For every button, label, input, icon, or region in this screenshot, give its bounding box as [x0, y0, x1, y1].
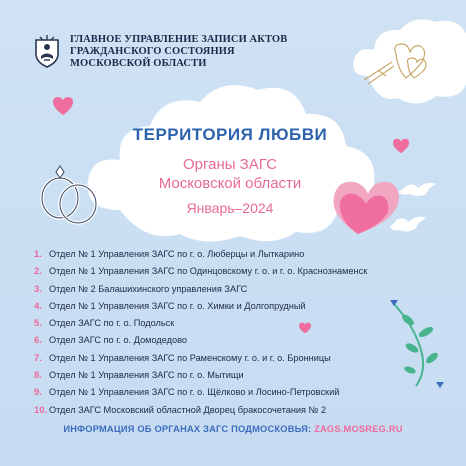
doves-icon	[388, 176, 440, 246]
list-number: 10.	[34, 404, 48, 416]
list-text: Отдел ЗАГС по г. о. Подольск	[49, 318, 175, 329]
office-list	[34, 249, 367, 422]
list-number: 6.	[34, 335, 42, 347]
header-line-3: МОСКОВСКОЙ ОБЛАСТИ	[70, 58, 207, 69]
header-line-1: ГЛАВНОЕ УПРАВЛЕНИЕ ЗАПИСИ АКТОВ	[70, 34, 288, 45]
list-number: 3.	[34, 283, 42, 295]
list-item	[34, 318, 367, 335]
branch-icon	[386, 298, 450, 390]
coat-of-arms-icon	[32, 34, 62, 68]
list-text: Отдел № 1 Управления ЗАГС по Раменскому г. о. и г. о. Бронницы	[49, 352, 331, 363]
subtitle-line-2: Московской области	[158, 175, 302, 192]
list-number: 4.	[34, 300, 42, 312]
wedding-rings-icon	[34, 158, 106, 226]
subtitle-line-1: Органы ЗАГС	[182, 156, 278, 173]
list-text: Отдел № 1 Управления ЗАГС по Одинцовскому г. о. и г. о. Краснознаменск	[49, 266, 368, 277]
list-number: 9.	[34, 387, 42, 399]
list-item	[34, 370, 367, 387]
page-title: ТЕРРИТОРИЯ ЛЮБВИ	[132, 125, 328, 144]
list-number: 2.	[34, 266, 42, 278]
list-item	[34, 405, 367, 422]
footer-label: ИНФОРМАЦИЯ ОБ ОРГАНАХ ЗАГС ПОДМОСКОВЬЯ:	[63, 424, 312, 434]
list-number: 8.	[34, 370, 42, 382]
header	[32, 34, 287, 70]
list-item	[34, 266, 367, 283]
list-number: 5.	[34, 318, 42, 330]
list-text: Отдел № 1 Управления ЗАГС по г. о. Щёлково и Лосино-Петровский	[49, 387, 340, 398]
list-number: 1.	[34, 249, 42, 260]
list-text: Отдел № 1 Управления ЗАГС по г. о. Люберцы и Лыткарино	[49, 249, 305, 259]
footer-link[interactable]: ZAGS.MOSREG.RU	[314, 424, 403, 434]
list-item	[34, 353, 367, 370]
list-text: Отдел № 1 Управления ЗАГС по г. о. Мытищи	[49, 370, 244, 381]
list-number: 7.	[34, 352, 42, 364]
list-text: Отдел № 2 Балашихинского управления ЗАГС	[49, 283, 248, 294]
header-line-2: ГРАЖДАНСКОГО СОСТОЯНИЯ	[70, 46, 235, 57]
list-text: Отдел ЗАГС Московский областной Дворец бракосочетания № 2	[49, 404, 327, 415]
list-text: Отдел ЗАГС по г. о. Домодедово	[49, 335, 188, 346]
heart-icon	[392, 138, 410, 154]
footer	[0, 424, 466, 434]
list-item	[34, 249, 367, 266]
heart-icon	[52, 96, 74, 116]
date-label: Январь–2024	[186, 200, 274, 216]
list-item	[34, 301, 367, 318]
list-text: Отдел № 1 Управления ЗАГС по г. о. Химки и Долгопрудный	[49, 300, 306, 311]
list-item	[34, 284, 367, 301]
list-item	[34, 387, 367, 404]
list-item	[34, 335, 367, 352]
